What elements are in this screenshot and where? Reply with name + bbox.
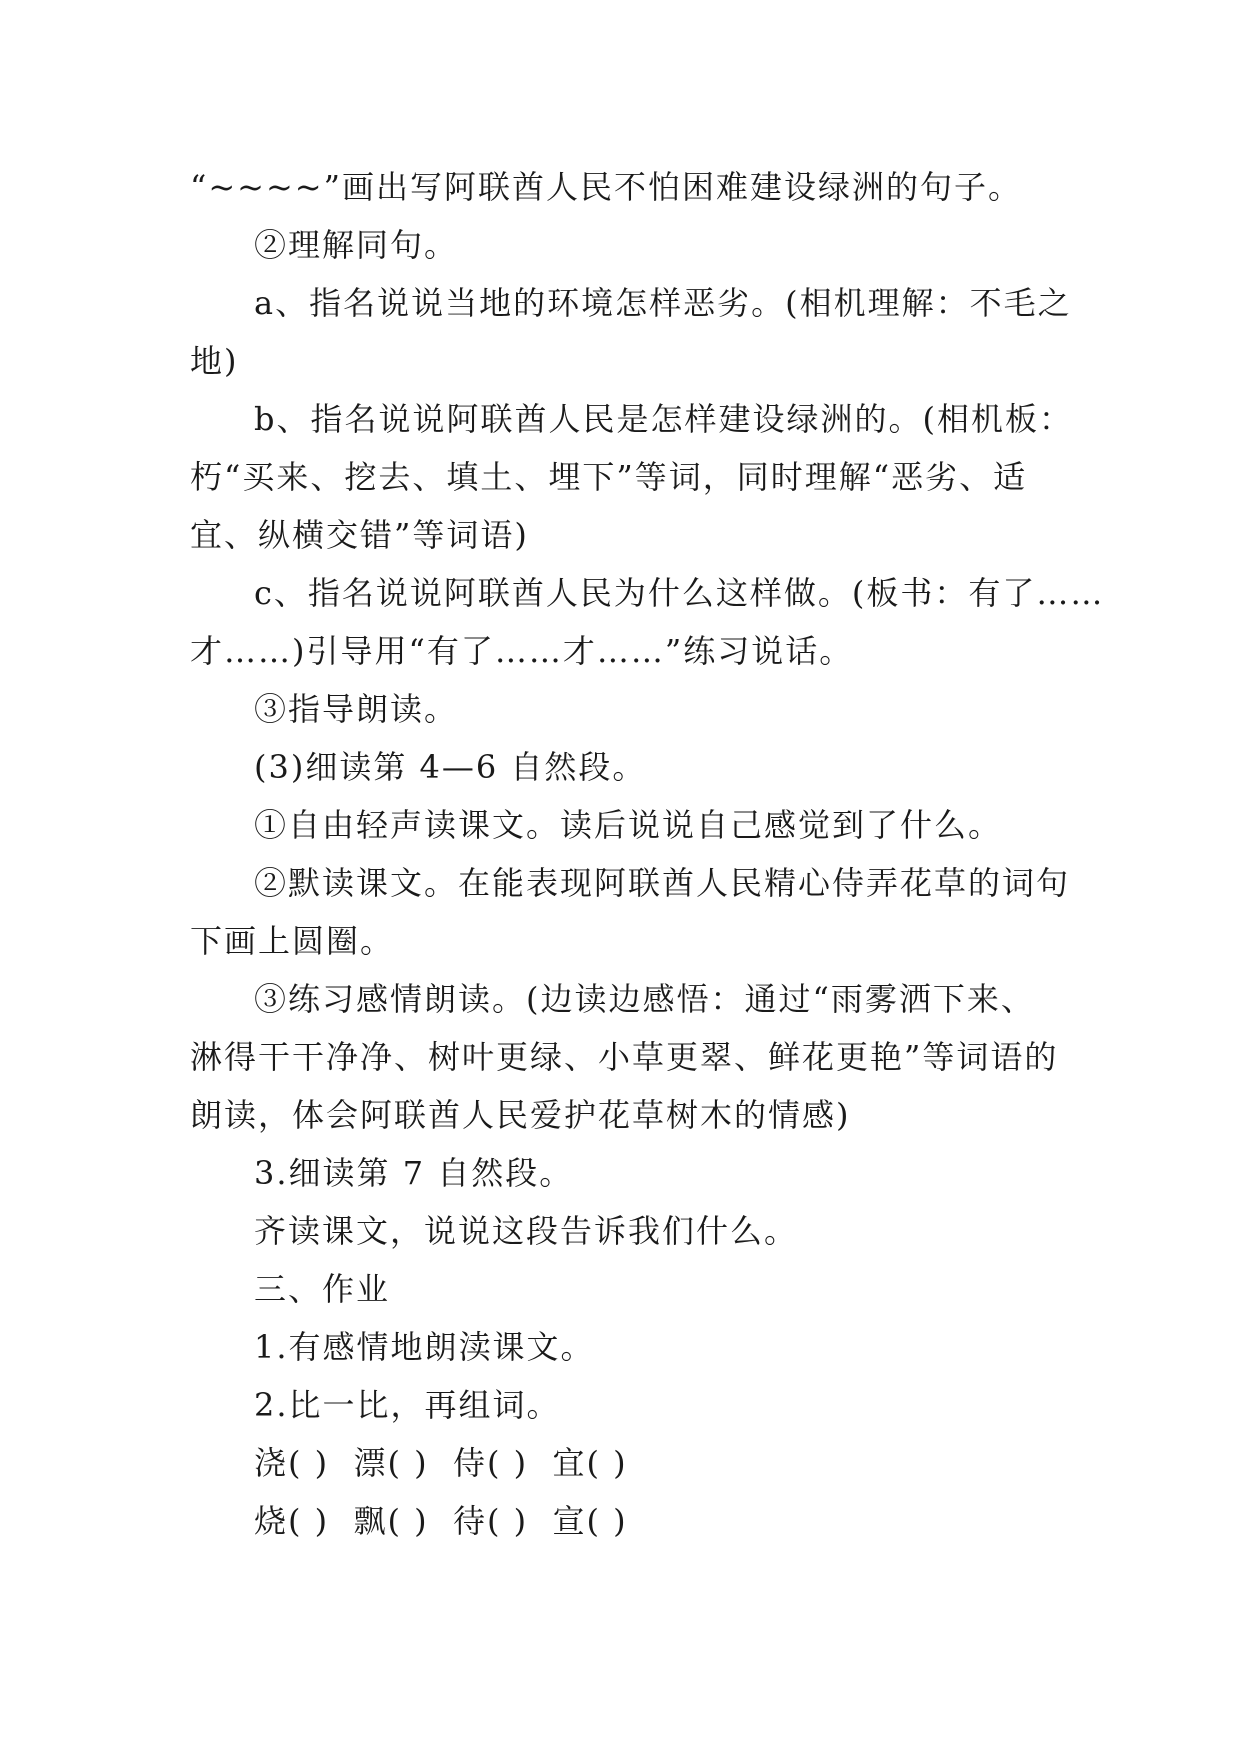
text-line: 才……)引导用“有了……才……”练习说话。 <box>190 632 854 670</box>
text-line: ③练习感情朗读。(边读边感悟：通过“雨雾洒下来、 <box>254 980 1035 1018</box>
text-line: 1.有感情地朗渎课文。 <box>254 1328 595 1366</box>
text-line: 3.细读第 7 自然段。 <box>254 1154 574 1192</box>
text-line: a、指名说说当地的环境怎样恶劣。(相机理解：不毛之 <box>254 284 1072 322</box>
text-line: 地) <box>190 342 239 380</box>
section-heading: 三、作业 <box>254 1270 391 1308</box>
text-line: 朗读，体会阿联酋人民爱护花草树木的情感) <box>190 1096 851 1134</box>
document-body <box>190 158 1105 1550</box>
text-line: 2.比一比，再组词。 <box>254 1386 561 1424</box>
exercise-row: 浇( ) 漂( ) 侍( ) 宜( ) <box>254 1444 628 1482</box>
text-line: (3)细读第 4—6 自然段。 <box>254 748 647 786</box>
text-line: b、指名说说阿联酋人民是怎样建设绿洲的。(相机板： <box>254 400 1073 438</box>
text-line: 下画上圆圈。 <box>190 922 395 960</box>
text-line: “~~~~”画出写阿联酋人民不怕困难建设绿洲的句子。 <box>190 168 1022 206</box>
text-line: 朽“买来、挖去、填土、埋下”等词，同时理解“恶劣、适 <box>190 458 1028 496</box>
text-line: c、指名说说阿联酋人民为什么这样做。(板书：有了…… <box>254 574 1105 612</box>
exercise-row: 烧( ) 飘( ) 待( ) 宣( ) <box>254 1502 628 1540</box>
text-line: ①自由轻声读课文。读后说说自己感觉到了什么。 <box>254 806 1003 844</box>
text-line: 齐读课文，说说这段告诉我们什么。 <box>254 1212 799 1250</box>
text-line: 宜、纵横交错”等词语) <box>190 516 529 554</box>
text-line: 淋得干干净净、树叶更绿、小草更翠、鲜花更艳”等词语的 <box>190 1038 1059 1076</box>
text-line: ③指导朗读。 <box>254 690 459 728</box>
text-line: ②理解同句。 <box>254 226 459 264</box>
text-line: ②默读课文。在能表现阿联酋人民精心侍弄花草的词句 <box>254 864 1071 902</box>
